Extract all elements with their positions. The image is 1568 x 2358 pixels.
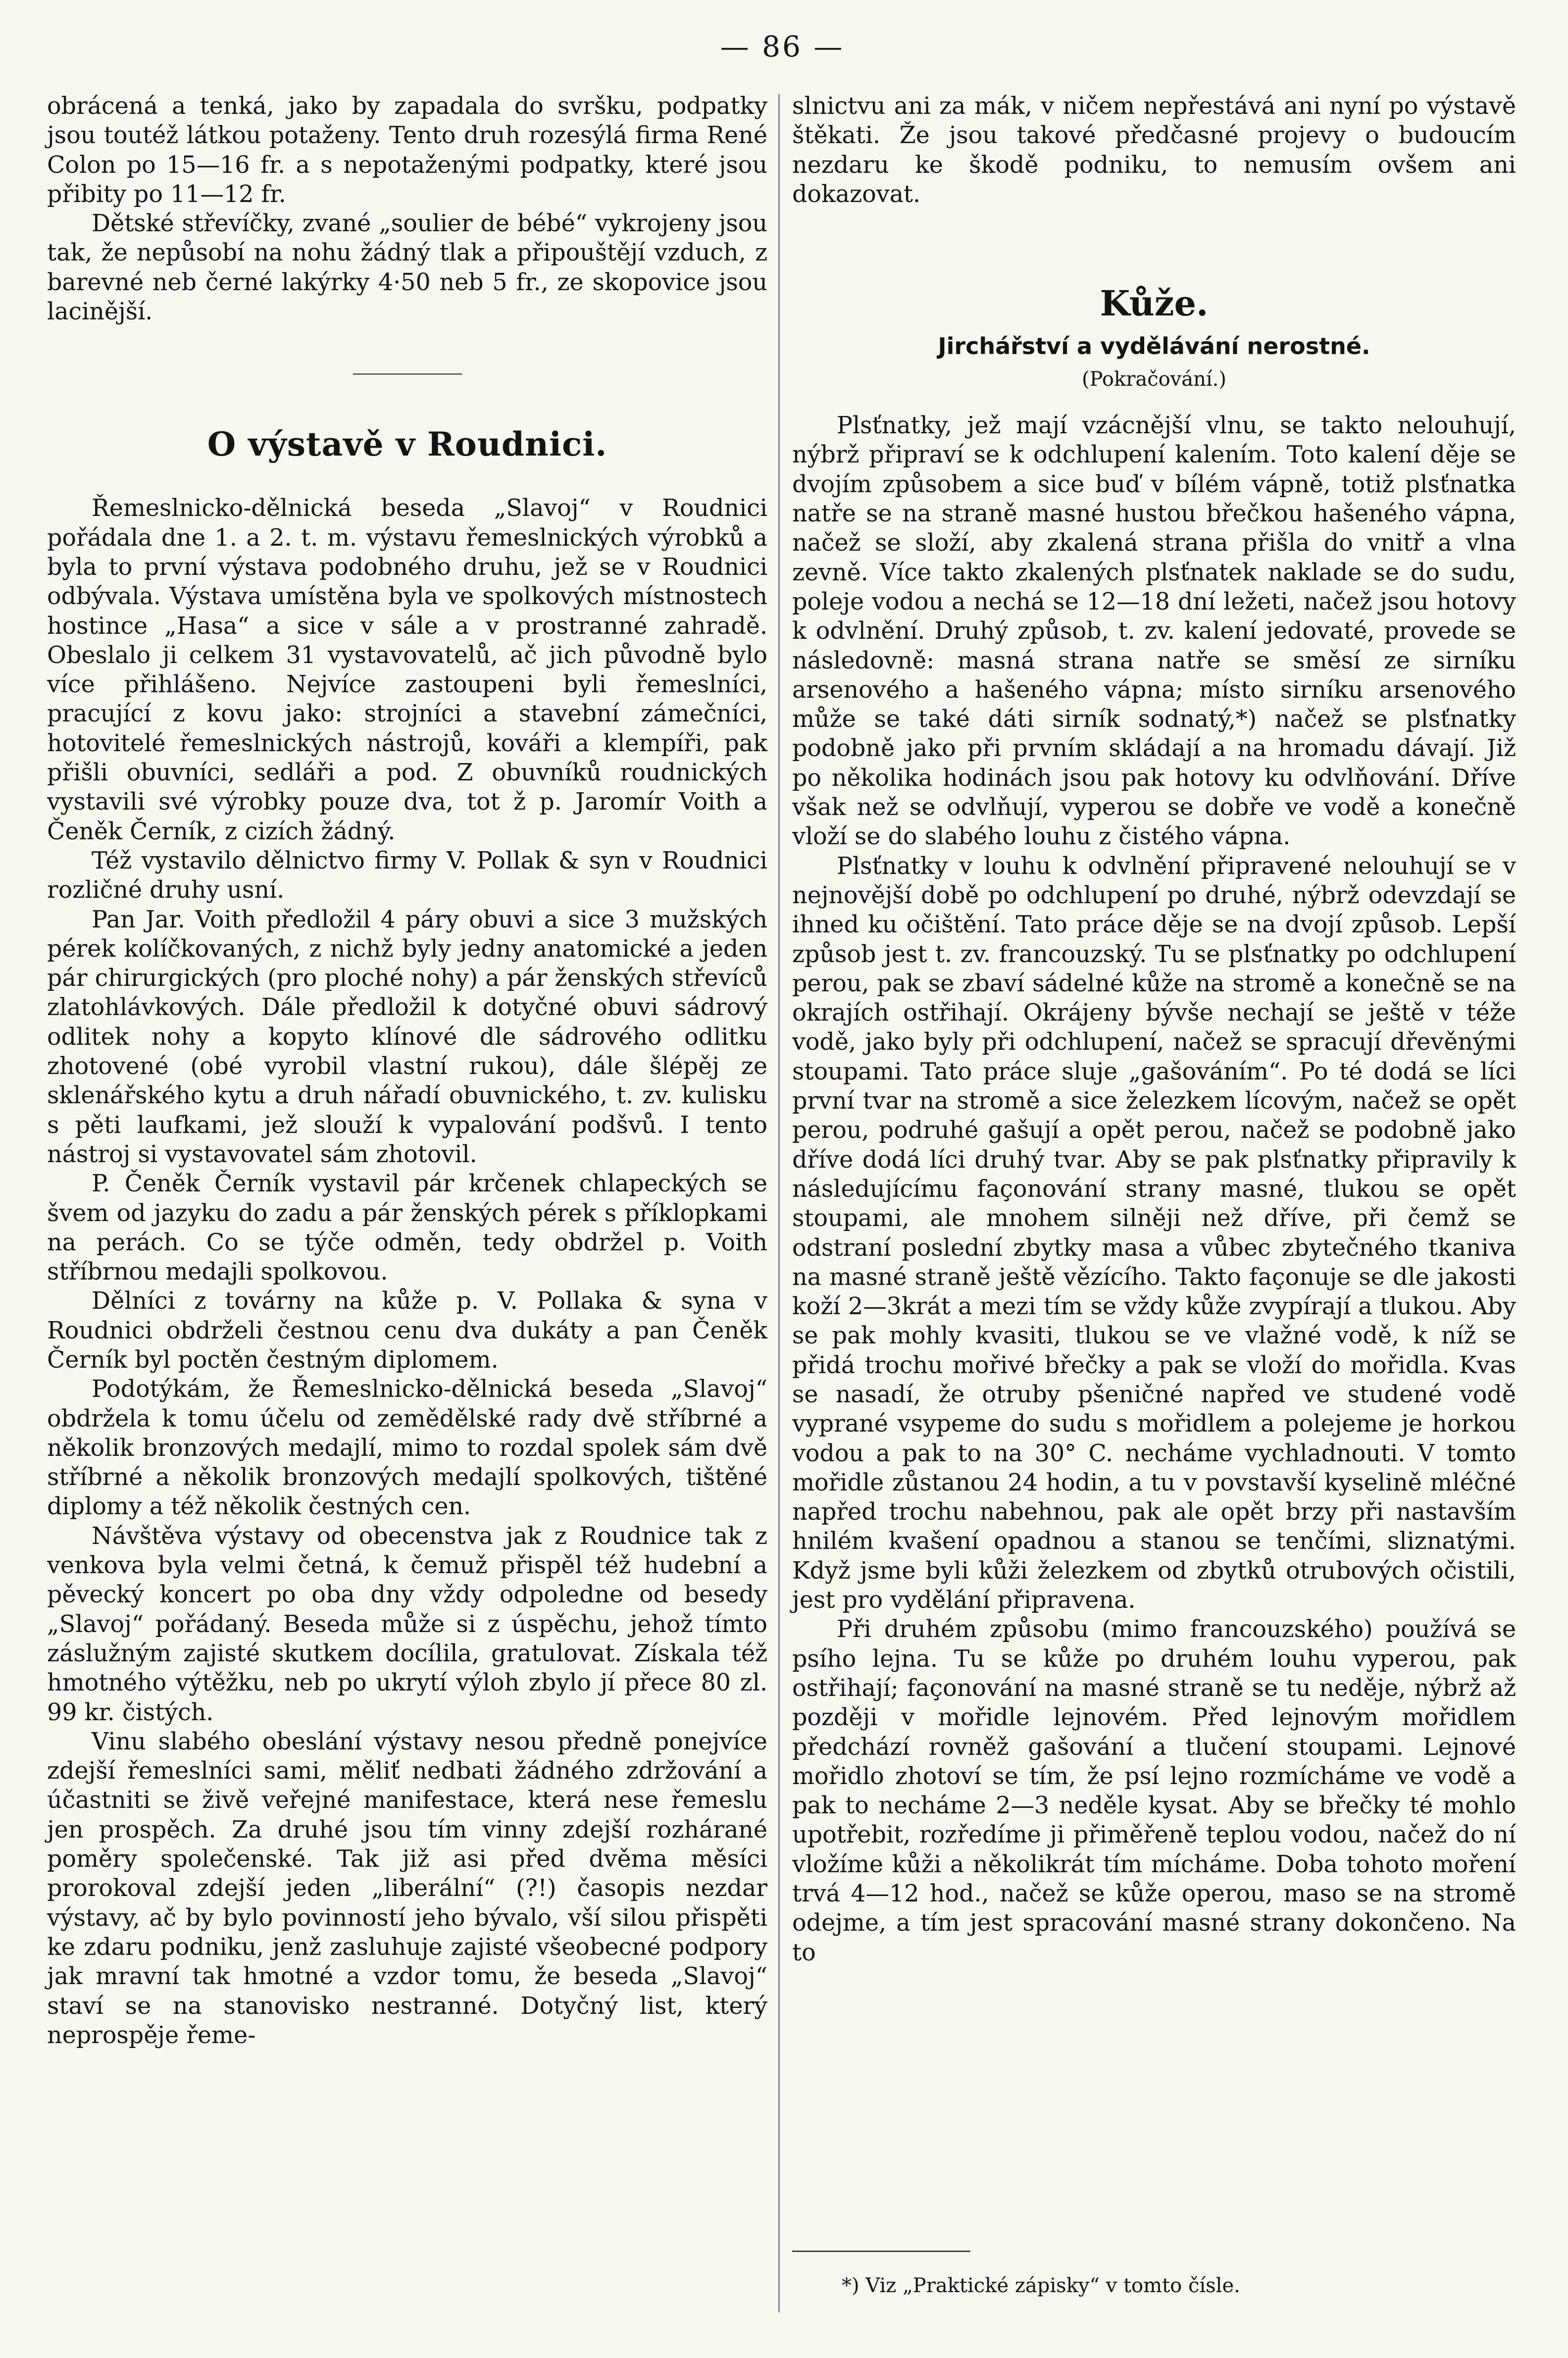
paragraph-attendance: Návštěva výstavy od obecenstva jak z Roudnice tak z venkova byla velmi četná, k čemuž přispěl též hudební a pěvecký koncert po oba dny vždy odpoledne od besedy „Slavoj“ pořádaný. Beseda může si z úspěchu, jehož tímto záslužným zajisté skutkem docílila, gratulovat. Získala též hmotného výtěžku, neb po ukrytí výloh zbylo jí přece 80 zl. 99 kr. čistých.: [47, 1522, 767, 1726]
continuation-note: (Pokračování.): [1082, 368, 1226, 391]
paragraph-liming: Plsťnatky, jež mají vzácnější vlnu, se takto nelouhují, nýbrž připraví se k odchlupení kalením. Toto kalení děje se dvojím způsobem a sice buď v bílém vápně, totiž plsťnatka natře se na straně masné hustou břečkou hašeného vápna, načež se složí, aby zkalená strana přišla do vnitř a vlna zevně. Více takto zkalených plsťnatek naklade se do sudu, poleje vodou a nechá se 12—18 dní ležeti, načež jsou hotovy k odvlnění. Druhý způsob, t. zv. kalení jedovaté, provede se následovně: masná strana natře se směsí ze sirníku arsenového a hašeného vápna; místo sirníku arsenového může se také dáti sirník sodnatý,*) načež se plsťnatky podobně jako při prvním skládají a na hromadu dávají. Již po několika hodinách jsou pak hotovy ku odvlňování. Dříve však než se odvlňují, vyperou se dobře ve vodě a konečně vloží se do slabého louhu z čistého vápna.: [792, 412, 1516, 851]
section-separator: [353, 373, 462, 375]
paragraph-continuation: slnictvu ani za mák, v ničem nepřestává ani nyní po výstavě štěkati. Že jsou takové předčasné projevy o budoucím nezdaru ke škodě podniku, to nemusím ovšem ani dokazovat.: [792, 93, 1516, 208]
article-title: O výstavě v Roudnici.: [207, 425, 607, 464]
right-column: [792, 92, 1516, 1967]
paragraph-medals: Podotýkám, že Řemeslnicko-dělnická beseda „Slavoj“ obdržela k tomu účelu od zemědělské rady dvě stříbrné a několik bronzových medajlí, mimo to rozdal spolek sám dvě stříbrné a několik bronzových medajlí spolkových, tištěné diplomy a též několik čestných cen.: [47, 1376, 767, 1521]
paragraph-children-shoes: Dětské střevíčky, zvané „soulier de bébé“ vykrojeny jsou tak, že nepůsobí na nohu žádný tlak a připouštějí vzduch, z barevné neb černé lakýrky 4·50 neb 5 fr., ze skopovice jsou lacinější.: [47, 210, 767, 326]
section-title: Kůže.: [1100, 283, 1209, 324]
footnote: *) Viz „Praktické zápisky“ v tomto čísle.: [842, 2274, 1240, 2297]
footnote-rule: [792, 2251, 970, 2252]
paragraph-dung-method: Při druhém způsobu (mimo francouzského) používá se psího lejna. Tu se kůže po druhém louhu vyperou, pak ostřihají; façonování na masné straně se tu neděje, nýbrž až později v mořidle lejnovém. Před lejnovým mořidlem předchází rovněž gašování a tlučení stoupami. Lejnové mořidlo zhotoví se tím, že psí lejno rozmícháme ve vodě a pak to necháme 2—3 neděle kysat. Aby se břečky té mohlo upotřebit, rozředíme ji přiměřeně teplou vodou, načež do ní vložíme kůži a několikrát tím mícháme. Doba tohoto moření trvá 4—12 hod., načež se kůže operou, maso se na stromě odejme, a tím jest spracování masné strany dokončeno. Na to: [792, 1616, 1516, 1966]
paragraph-workers-award: Dělníci z továrny na kůže p. V. Pollaka & syna v Roudnici obdrželi čestnou cenu dva dukáty a pan Čeněk Černík byl poctěn čestným diplomem.: [47, 1287, 767, 1374]
paragraph-blame: Vinu slabého obeslání výstavy nesou předně ponejvíce zdejší řemeslníci sami, měliť nedbati žádného zdržování a účastniti se živě veřejné manifestace, která nese řemeslu jen prospěch. Za druhé jsou tím vinny zdejší rozhárané poměry společenské. Tak již asi před dvěma měsíci prorokoval zdejší jeden „liberální“ (?!) časopis nezdar výstavy, ač by bylo povinností jeho bývalo, vší silou přispěti ke zdaru podniku, jenž zasluhuje zajisté všeobecné podpory jak mravní tak hmotné a vzdor tomu, že beseda „Slavoj“ staví se na stanovisko nestranné. Dotyčný list, který neprospěje řeme-: [47, 1728, 767, 2049]
paragraph-pollak: Též vystavilo dělnictvo firmy V. Pollak & syn v Roudnici rozličné druhy usní.: [47, 847, 767, 904]
section-subtitle: Jirchářství a vydělávání nerostné.: [938, 333, 1370, 360]
paragraph-cernik: P. Čeněk Černík vystavil pár krčenek chlapeckých se švem od jazyku do zadu a pár ženských pérek s příklopkami na perách. Co se týče odměn, tedy obdržel p. Voith stříbrnou medajli spolkovou.: [47, 1170, 767, 1286]
page-number: — 86 —: [720, 30, 845, 63]
paragraph-voith: Pan Jar. Voith předložil 4 páry obuvi a sice 3 mužských pérek kolíčkovaných, z nichž byly jedny anatomické a jeden pár chirurgických (pro ploché nohy) a pár ženských střevíců zlatohlávkových. Dále předložil k dotyčné obuvi sádrový odlitek nohy a kopyto klínové dle sádrového odlitku zhotovené (obé vyrobil vlastní rukou), dále šlépěj ze sklenářského kytu a druh nářadí obuvnického, t. zv. kulisku s pěti laufkami, jež slouží k vypalování podšvů. I tento nástroj si vystavovatel sám zhotovil.: [47, 906, 767, 1168]
column-divider: [778, 94, 780, 2312]
paragraph-children-shoes-end: obrácená a tenká, jako by zapadala do svršku, podpatky jsou toutéž látkou potaženy. Tento druh rozesýlá firma René Colon po 15—16 fr. a s nepotaženými podpatky, které jsou přibity po 11—12 fr.: [47, 93, 767, 208]
paragraph-french-method: Plsťnatky v louhu k odvlnění připravené nelouhují se v nejnovější době po odchlupení po druhé, nýbrž odevzdají se ihned ku očištění. Tato práce děje se na dvojí způsob. Lepší způsob jest t. zv. francouzský. Tu se plsťnatky po odchlupení perou, pak se zbaví sádelné kůže na stromě a konečně se na okrajích ostřihají. Okrájeny bývše nechají se ještě v téže vodě, jako byly při odchlupení, načež se spracují dřevěnými stoupami. Tato práce sluje „gašováním“. Po té dodá se líci první tvar na stromě a sice železkem lícovým, načež se opět perou, podruhé gašují a opět perou, načež se podobně jako dříve dodá líci druhý tvar. Aby se pak plsťnatky připravily k následujícímu façonování strany masné, tlukou se opět stoupami, ale mnohem silněji než dříve, při čemž se odstraní poslední zbytky masa a vůbec zbytečného tkaniva na masné straně ještě vězícího. Takto façonuje se dle jakosti koží 2—3krát a mezi tím se vždy kůže zvypírají a tlukou. Aby se pak mohly kvasiti, tlukou se ve vlažné vodě, k níž se přidá trochu mořivé břečky a pak se vloží do mořidla. Kvas se nasadí, že otruby pšeničné napřed ve studené vodě vyprané vsypeme do sudu s mořidlem a polejeme je horkou vodou a pak to na 30° C. necháme vychladnouti. V tomto mořidle zůstanou 24 hodin, a tu v povstavší kyselině mléčné napřed trochu nabehnou, pak ale opět brzy při nastavším hnilém kvašení opadnou a stanou se tenčími, sliznatými. Když jsme byli kůži železkem od zbytků otrubových očistili, jest pro vydělání připravena.: [792, 852, 1516, 1614]
left-column: [47, 92, 767, 2050]
paragraph-exhibition-intro: Řemeslnicko-dělnická beseda „Slavoj“ v Roudnici pořádala dne 1. a 2. t. m. výstavu řemeslnických výrobků a byla to první výstava podobného druhu, jež se v Roudnici odbývala. Výstava umístěna byla ve spolkových místnostech hostince „Hasa“ a sice v sále a v prostranné zahradě. Obeslalo ji celkem 31 vystavovatelů, ač jich původně bylo více přihlášeno. Nejvíce zastoupeni byli řemeslníci, pracující z kovu jako: strojníci a stavební zámečníci, hotovitelé řemeslnických nástrojů, kováři a klempíři, pak přišli obuvníci, sedláři a pod. Z obuvníků roudnických vystavili své výrobky pouze dva, tot ž p. Jaromír Voith a Čeněk Černík, z cizích žádný.: [47, 495, 767, 845]
